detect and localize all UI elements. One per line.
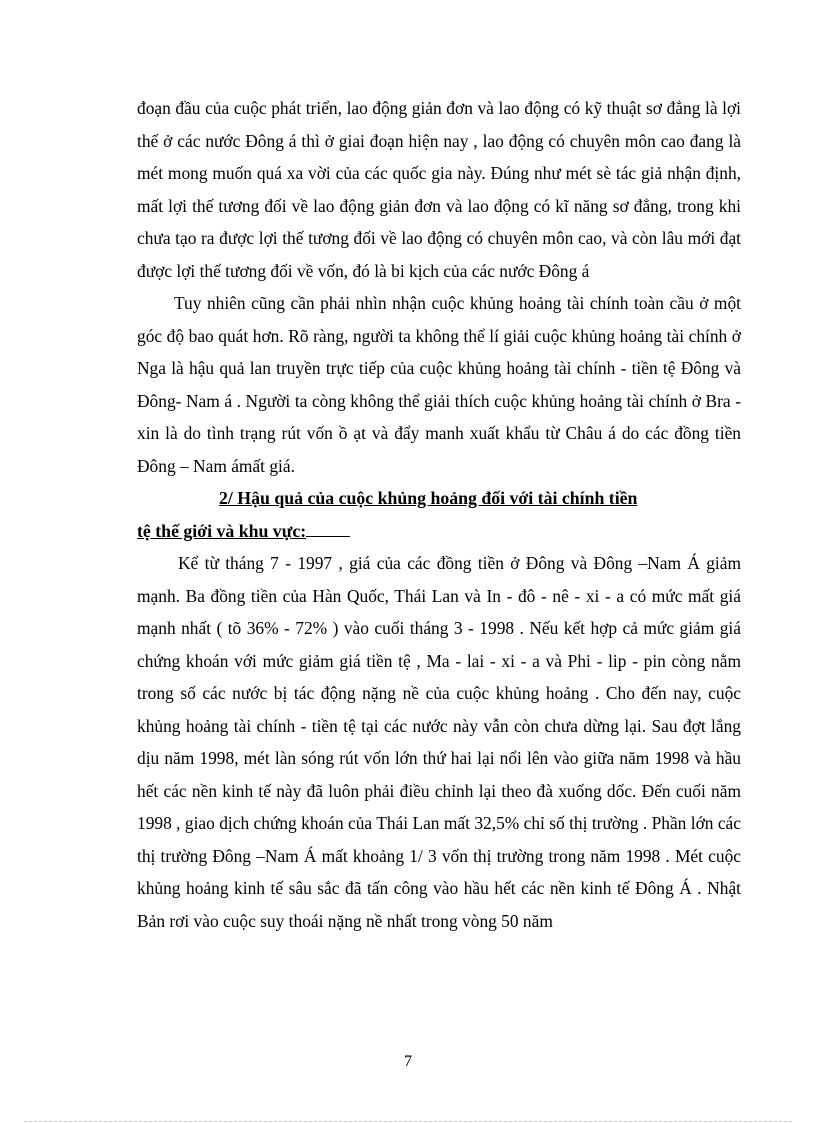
section-heading xyxy=(137,482,741,547)
paragraph-continuation: đoạn đầu của cuộc phát triển, lao động giản đơn và lao động có kỹ thuật sơ đẳng là lợi thế ở các nước Đông á thì ở giai đoạn hiện nay , lao động có chuyên môn cao đang là mét mong muốn quá xa vời của các quốc gia này. Đúng như mét sè tác giả nhận định, mất lợi thế tương đối về lao động giản đơn và lao động có kĩ năng sơ đẳng, trong khi chưa tạo ra được lợi thế tương đối về lao động có chuyên môn cao, và còn lâu mới đạt được lợi thế tương đối về vốn, đó là bi kịch của các nước Đông á xyxy=(137,98,741,281)
page-bottom-border xyxy=(24,1121,792,1122)
heading-underline-trail xyxy=(306,535,350,537)
body-text xyxy=(137,92,741,937)
page-number: 7 xyxy=(404,1053,412,1070)
paragraph-consequences: Kể từ tháng 7 - 1997 , giá của các đồng tiền ở Đông và Đông –Nam Á giảm mạnh. Ba đồng tiền của Hàn Quốc, Thái Lan và In - đô - nê - xi - a có mức mất giá mạnh nhất ( tõ 36% - 72% ) vào cuối tháng 3 - 1998 . Nếu kết hợp cả mức giảm giá chứng khoán với mức giảm giá tiền tệ , Ma - lai - xi - a và Phi - lip - pin còng nằm trong số các nước bị tác động nặng nề của cuộc khủng hoảng . Cho đến nay, cuộc khủng hoảng tài chính - tiền tệ tại các nước này vẫn còn chưa dừng lại. Sau đợt lắng dịu năm 1998, mét làn sóng rút vốn lớn thứ hai lại nổi lên vào giữa năm 1998 và hầu hết các nền kinh tế này đã luôn phải điều chỉnh lại theo đà xuống dốc. Đến cuối năm 1998 , giao dịch chứng khoán của Thái Lan mất 32,5% chỉ số thị trường . Phần lớn các thị trường Đông –Nam Á mất khoảng 1/ 3 vốn thị trường trong năm 1998 . Mét cuộc khủng hoảng kinh tế sâu sắc đã tấn công vào hầu hết các nền kinh tế Đông Á . Nhật Bản rơi vào cuộc suy thoái nặng nề nhất trong vòng 50 năm xyxy=(137,553,741,931)
section-heading-line-2-wrap xyxy=(137,515,741,548)
section-heading-line-1: 2/ Hậu quả của cuộc khủng hoảng đối với tài chính tiền xyxy=(219,488,638,508)
section-heading-line-2: tệ thế giới và khu vực: xyxy=(137,520,307,541)
paragraph-global-crisis: Tuy nhiên cũng cần phải nhìn nhận cuộc khủng hoảng tài chính toàn cầu ở một góc độ bao quát hơn. Rõ ràng, người ta không thể lí giải cuộc khủng hoảng tài chính ở Nga là hậu quả lan truyền trực tiếp của cuộc khủng hoảng tài chính - tiền tệ Đông và Đông- Nam á . Người ta còng không thể giải thích cuộc khủng hoảng tài chính ở Bra - xin là do tình trạng rút vốn ồ ạt và đẩy manh xuất khẩu từ Châu á do các đồng tiền Đông – Nam ámất giá. xyxy=(137,293,741,476)
